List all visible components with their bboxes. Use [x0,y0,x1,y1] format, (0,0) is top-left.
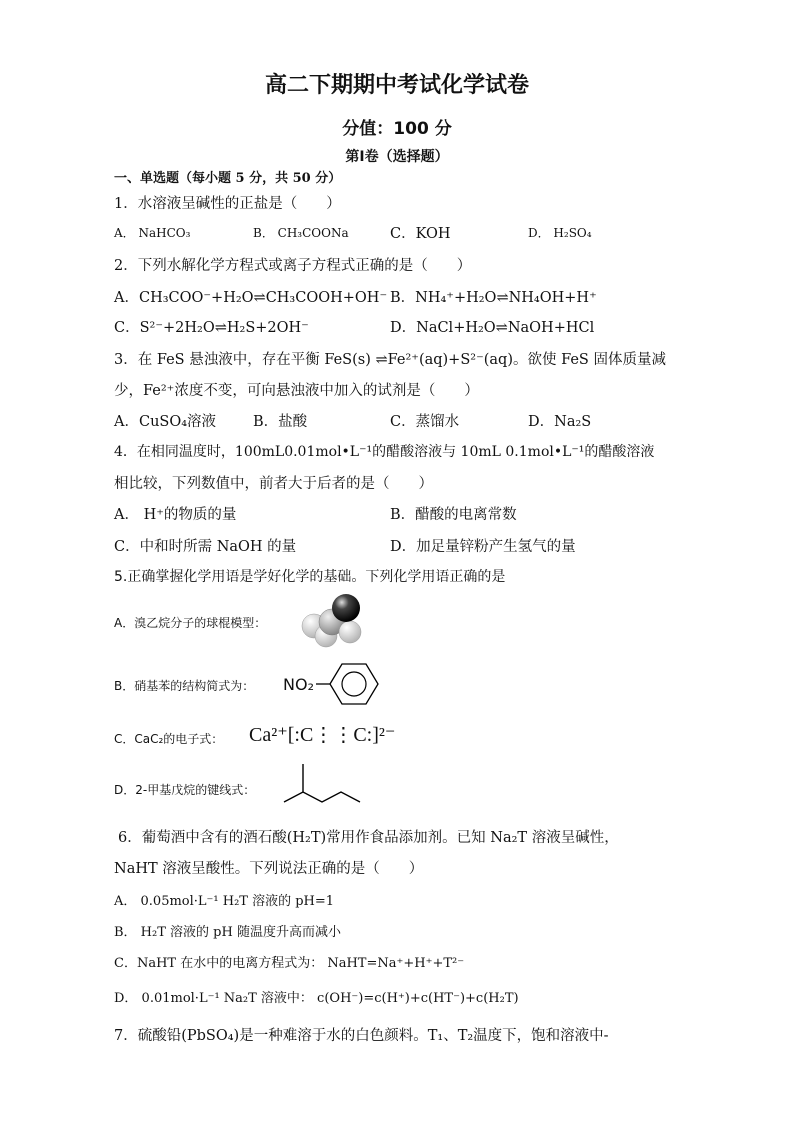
question-2-option-d: D．NaCl+H₂O⇌NaOH+HCl [390,320,595,336]
question-3-option-b: B．盐酸 [253,414,308,430]
question-1-stem: 1．水溶液呈碱性的正盐是（ ） [114,196,341,212]
question-7-stem: 7．硫酸铅(PbSO₄)是一种难溶于水的白色颜料。T₁、T₂温度下，饱和溶液中- [114,1028,609,1044]
question-6-option-a: A． 0.05mol·L⁻¹ H₂T 溶液的 pH=1 [114,894,335,909]
question-4-option-d: D．加足量锌粉产生氢气的量 [390,539,576,555]
question-3-stem-line1: 3．在 FeS 悬浊液中，存在平衡 FeS(s) ⇌Fe²⁺(aq)+S²⁻(aq)。欲使 FeS 固体质量减 [114,352,666,368]
question-6-option-b: B． H₂T 溶液的 pH 随温度升高而减小 [114,925,341,940]
question-1-option-c: C．KOH [390,226,451,242]
question-6-option-c: C．NaHT 在水中的电离方程式为： NaHT=Na⁺+H⁺+T²⁻ [114,956,465,971]
ball-stick-model-image [296,592,366,650]
question-1-option-a: A． NaHCO₃ [114,226,191,240]
electron-formula: Ca²⁺[:C⋮⋮C:]²⁻ [249,724,396,746]
question-5-option-d: D．2-甲基戊烷的键线式： [114,783,256,797]
question-3-stem-line2: 少，Fe²⁺浓度不变，可向悬浊液中加入的试剂是（ ） [114,383,479,399]
question-1-option-d: D． H₂SO₄ [528,226,592,240]
score-line: 分值：100 分 [342,119,452,139]
section-heading: 一、单选题（每小题 5 分，共 50 分） [114,171,342,186]
question-5-option-b: B．硝基苯的结构简式为： [114,679,255,693]
question-3-option-d: D．Na₂S [528,414,592,430]
part-heading: 第Ⅰ卷（选择题） [345,149,449,165]
page-title: 高二下期期中考试化学试卷 [264,73,529,98]
question-3-option-c: C．蒸馏水 [390,414,460,430]
nitro-group-label: NO₂ [283,675,314,694]
question-4-option-c: C．中和时所需 NaOH 的量 [114,539,297,555]
question-5-option-c: C．CaC₂的电子式： [114,732,224,746]
question-4-stem-line1: 4．在相同温度时，100mL0.01mol•L⁻¹的醋酸溶液与 10mL 0.1mol•L⁻¹的醋酸溶液 [114,444,655,460]
question-1-option-b: B． CH₃COONa [253,226,349,240]
question-3-option-a: A．CuSO₄溶液 [114,414,217,430]
question-2-stem: 2．下列水解化学方程式或离子方程式正确的是（ ） [114,258,472,274]
benzene-ring-icon [316,660,386,708]
question-2-option-b: B．NH₄⁺+H₂O⇌NH₄OH+H⁺ [390,290,597,306]
question-4-stem-line2: 相比较，下列数值中，前者大于后者的是（ ） [114,476,433,492]
question-2-option-a: A．CH₃COO⁻+H₂O⇌CH₃COOH+OH⁻ [114,290,388,306]
question-6-stem-line1: 6．葡萄酒中含有的酒石酸(H₂T)常用作食品添加剂。已知 Na₂T 溶液呈碱性， [118,830,619,846]
question-6-stem-line2: NaHT 溶液呈酸性。下列说法正确的是（ ） [114,861,424,877]
question-4-option-a: A． H⁺的物质的量 [114,507,237,523]
question-5-option-a: A．溴乙烷分子的球棍模型： [114,616,267,630]
question-6-option-d: D． 0.01mol·L⁻¹ Na₂T 溶液中： c(OH⁻)=c(H⁺)+c(HT⁻)+c(H₂T) [114,991,519,1006]
skeletal-formula-image [282,762,366,806]
question-2-option-c: C．S²⁻+2H₂O⇌H₂S+2OH⁻ [114,320,309,336]
question-5-stem: 5.正确掌握化学用语是学好化学的基础。下列化学用语正确的是 [114,569,506,585]
question-4-option-b: B．醋酸的电离常数 [390,507,517,523]
